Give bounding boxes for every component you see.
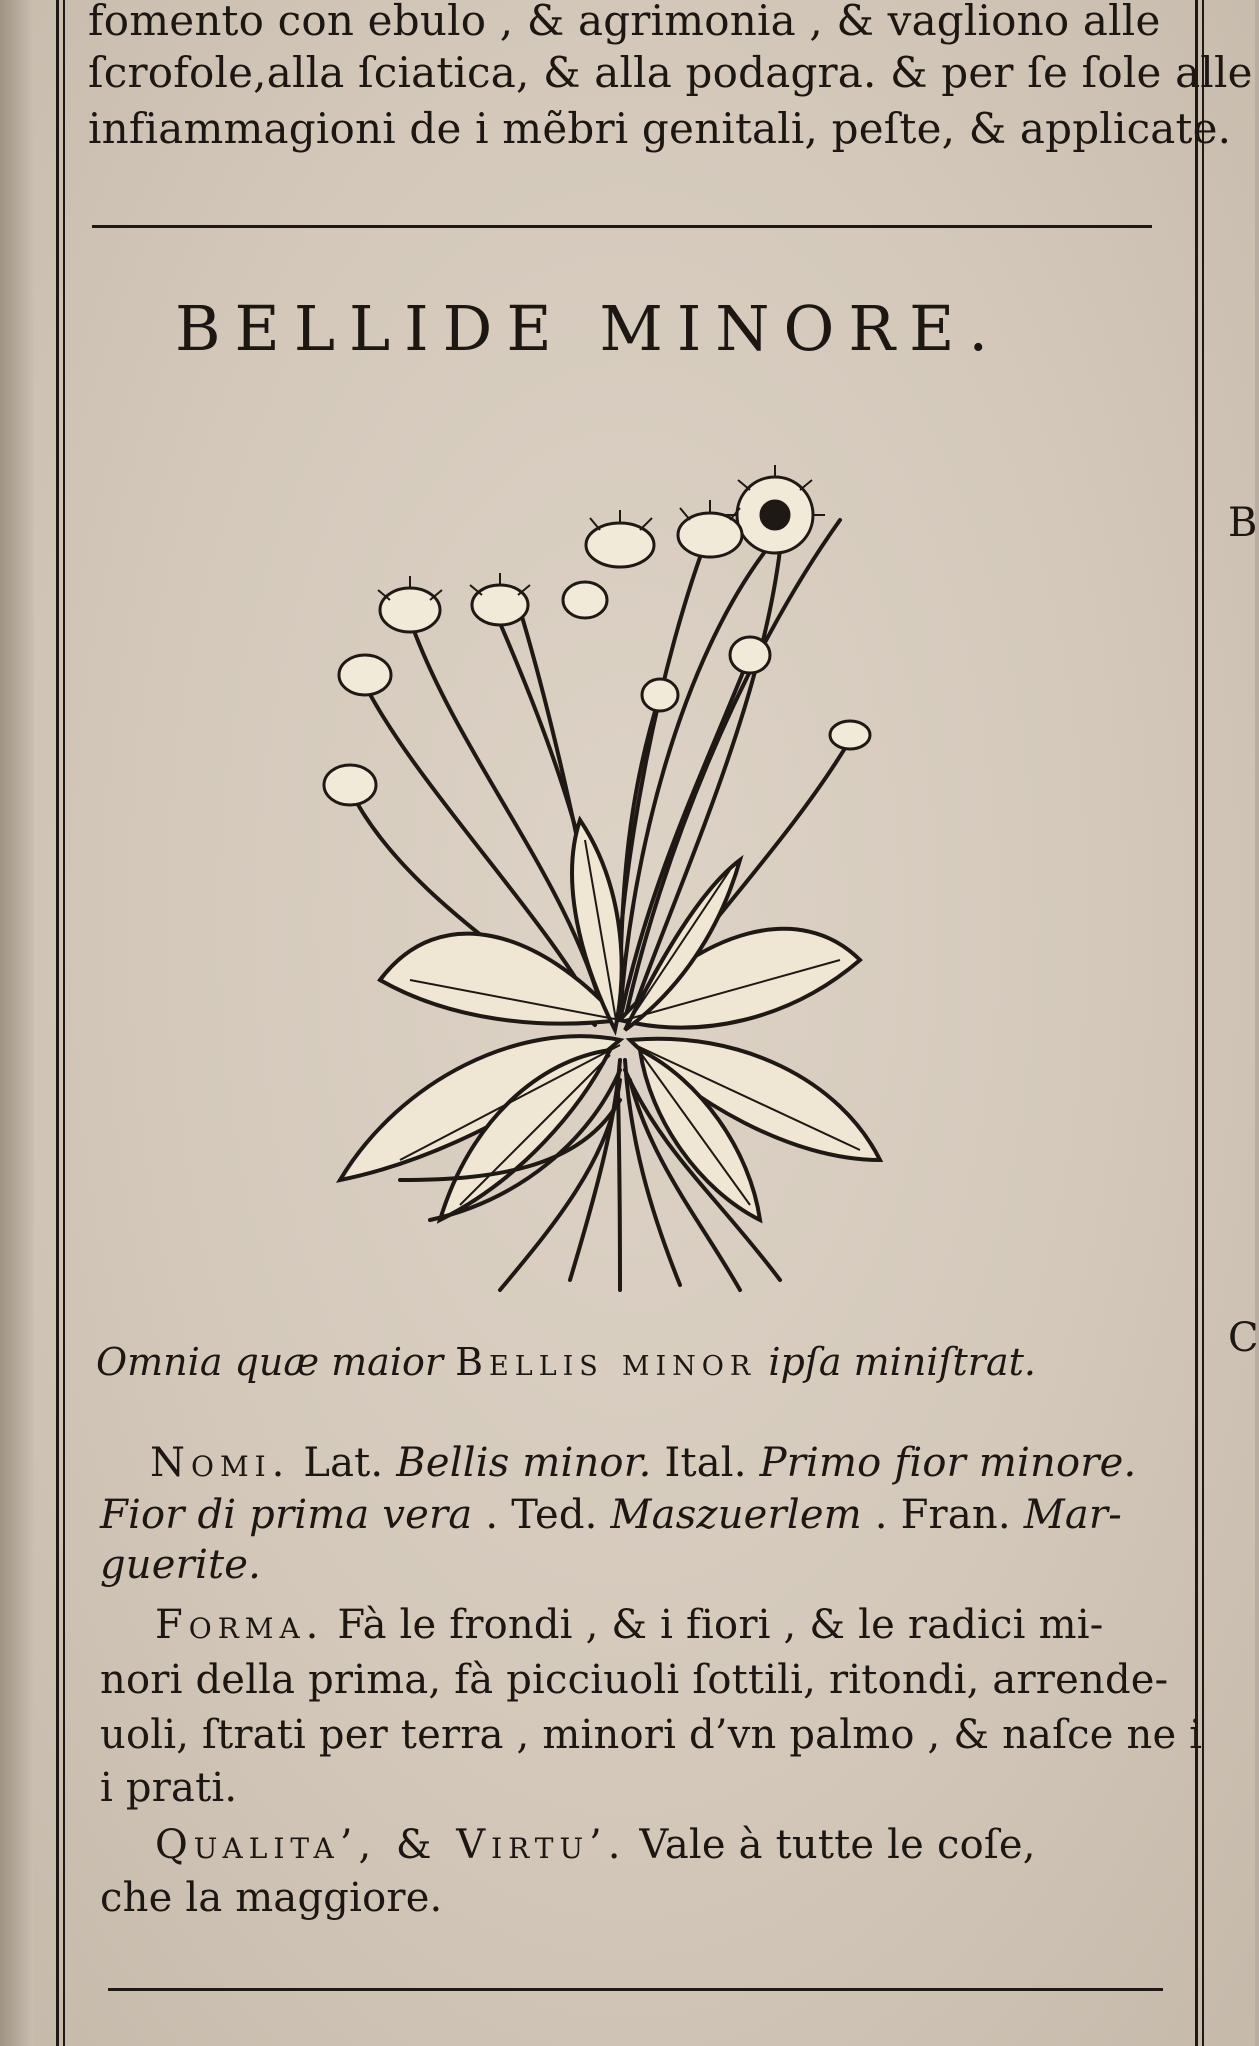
margin-letter-b: B [1228,500,1258,546]
ital-value: Primo fior minore. [759,1440,1137,1486]
ted-label: Ted. [511,1492,598,1538]
daisy-plant-woodcut-icon [320,460,900,1290]
page-gutter [0,0,34,2046]
motto-part-1: Omnia quæ maior [96,1340,444,1384]
left-border-line [56,0,59,2046]
ted-value: Maszuerlem [610,1492,862,1538]
forma-line-3: uoli, ſtrati per terra , minori d’vn palmo , & naſce ne i [100,1712,1203,1758]
margin-letter-c: C [1228,1315,1259,1361]
top-text-line-1: fomento con ebulo , & agrimonia , & vagliono alle [88,0,1161,45]
qualita-text-1: Vale à tutte le coſe, [639,1822,1036,1868]
qualita-line-1 [155,1822,1036,1868]
nomi-line-1 [150,1440,1137,1486]
forma-heading: Forma. [155,1602,325,1648]
nomi-line-2: Fior di prima vera . Ted. Maszuerlem . Fran. Mar- [100,1492,1122,1538]
top-text-line-3: infiammagioni de i mẽbri genitali, peſte, & applicate. [88,104,1232,153]
fran-label: Fran. [900,1492,1011,1538]
left-inner-border-line [63,0,65,2046]
forma-line-2: nori della prima, fà picciuoli ſottili, ritondi, arrende- [100,1657,1169,1703]
motto-part-2: Bellis minor [455,1340,757,1384]
forma-line-1 [155,1602,1104,1648]
nomi-heading: Nomi. [150,1440,291,1486]
top-text-line-2: ſcrofole,alla ſciatica, & alla podagra. & per ſe ſole alle [88,48,1253,97]
forma-text-1: Fà le frondi , & i fiori , & le radici mi- [337,1602,1104,1648]
section-divider-top [92,225,1152,228]
qualita-line-2: che la maggiore. [100,1875,443,1921]
forma-line-4: i prati. [100,1765,238,1811]
qualita-heading: Qualita’, & Virtu’. [155,1822,627,1868]
nomi-line-3: guerite. [100,1542,262,1588]
motto-part-3: ipſa miniſtrat. [768,1340,1036,1384]
section-title: BELLIDE MINORE. [175,292,1003,365]
ital-value-2: Fior di prima vera [100,1492,473,1538]
fran-value-a: Mar- [1023,1492,1122,1538]
latin-motto [96,1340,1036,1384]
lat-label: Lat. [303,1440,384,1486]
right-inner-border-line [1202,0,1204,2046]
lat-value: Bellis minor. [396,1440,652,1486]
ital-label: Ital. [664,1440,747,1486]
section-divider-bottom [108,1988,1163,1991]
